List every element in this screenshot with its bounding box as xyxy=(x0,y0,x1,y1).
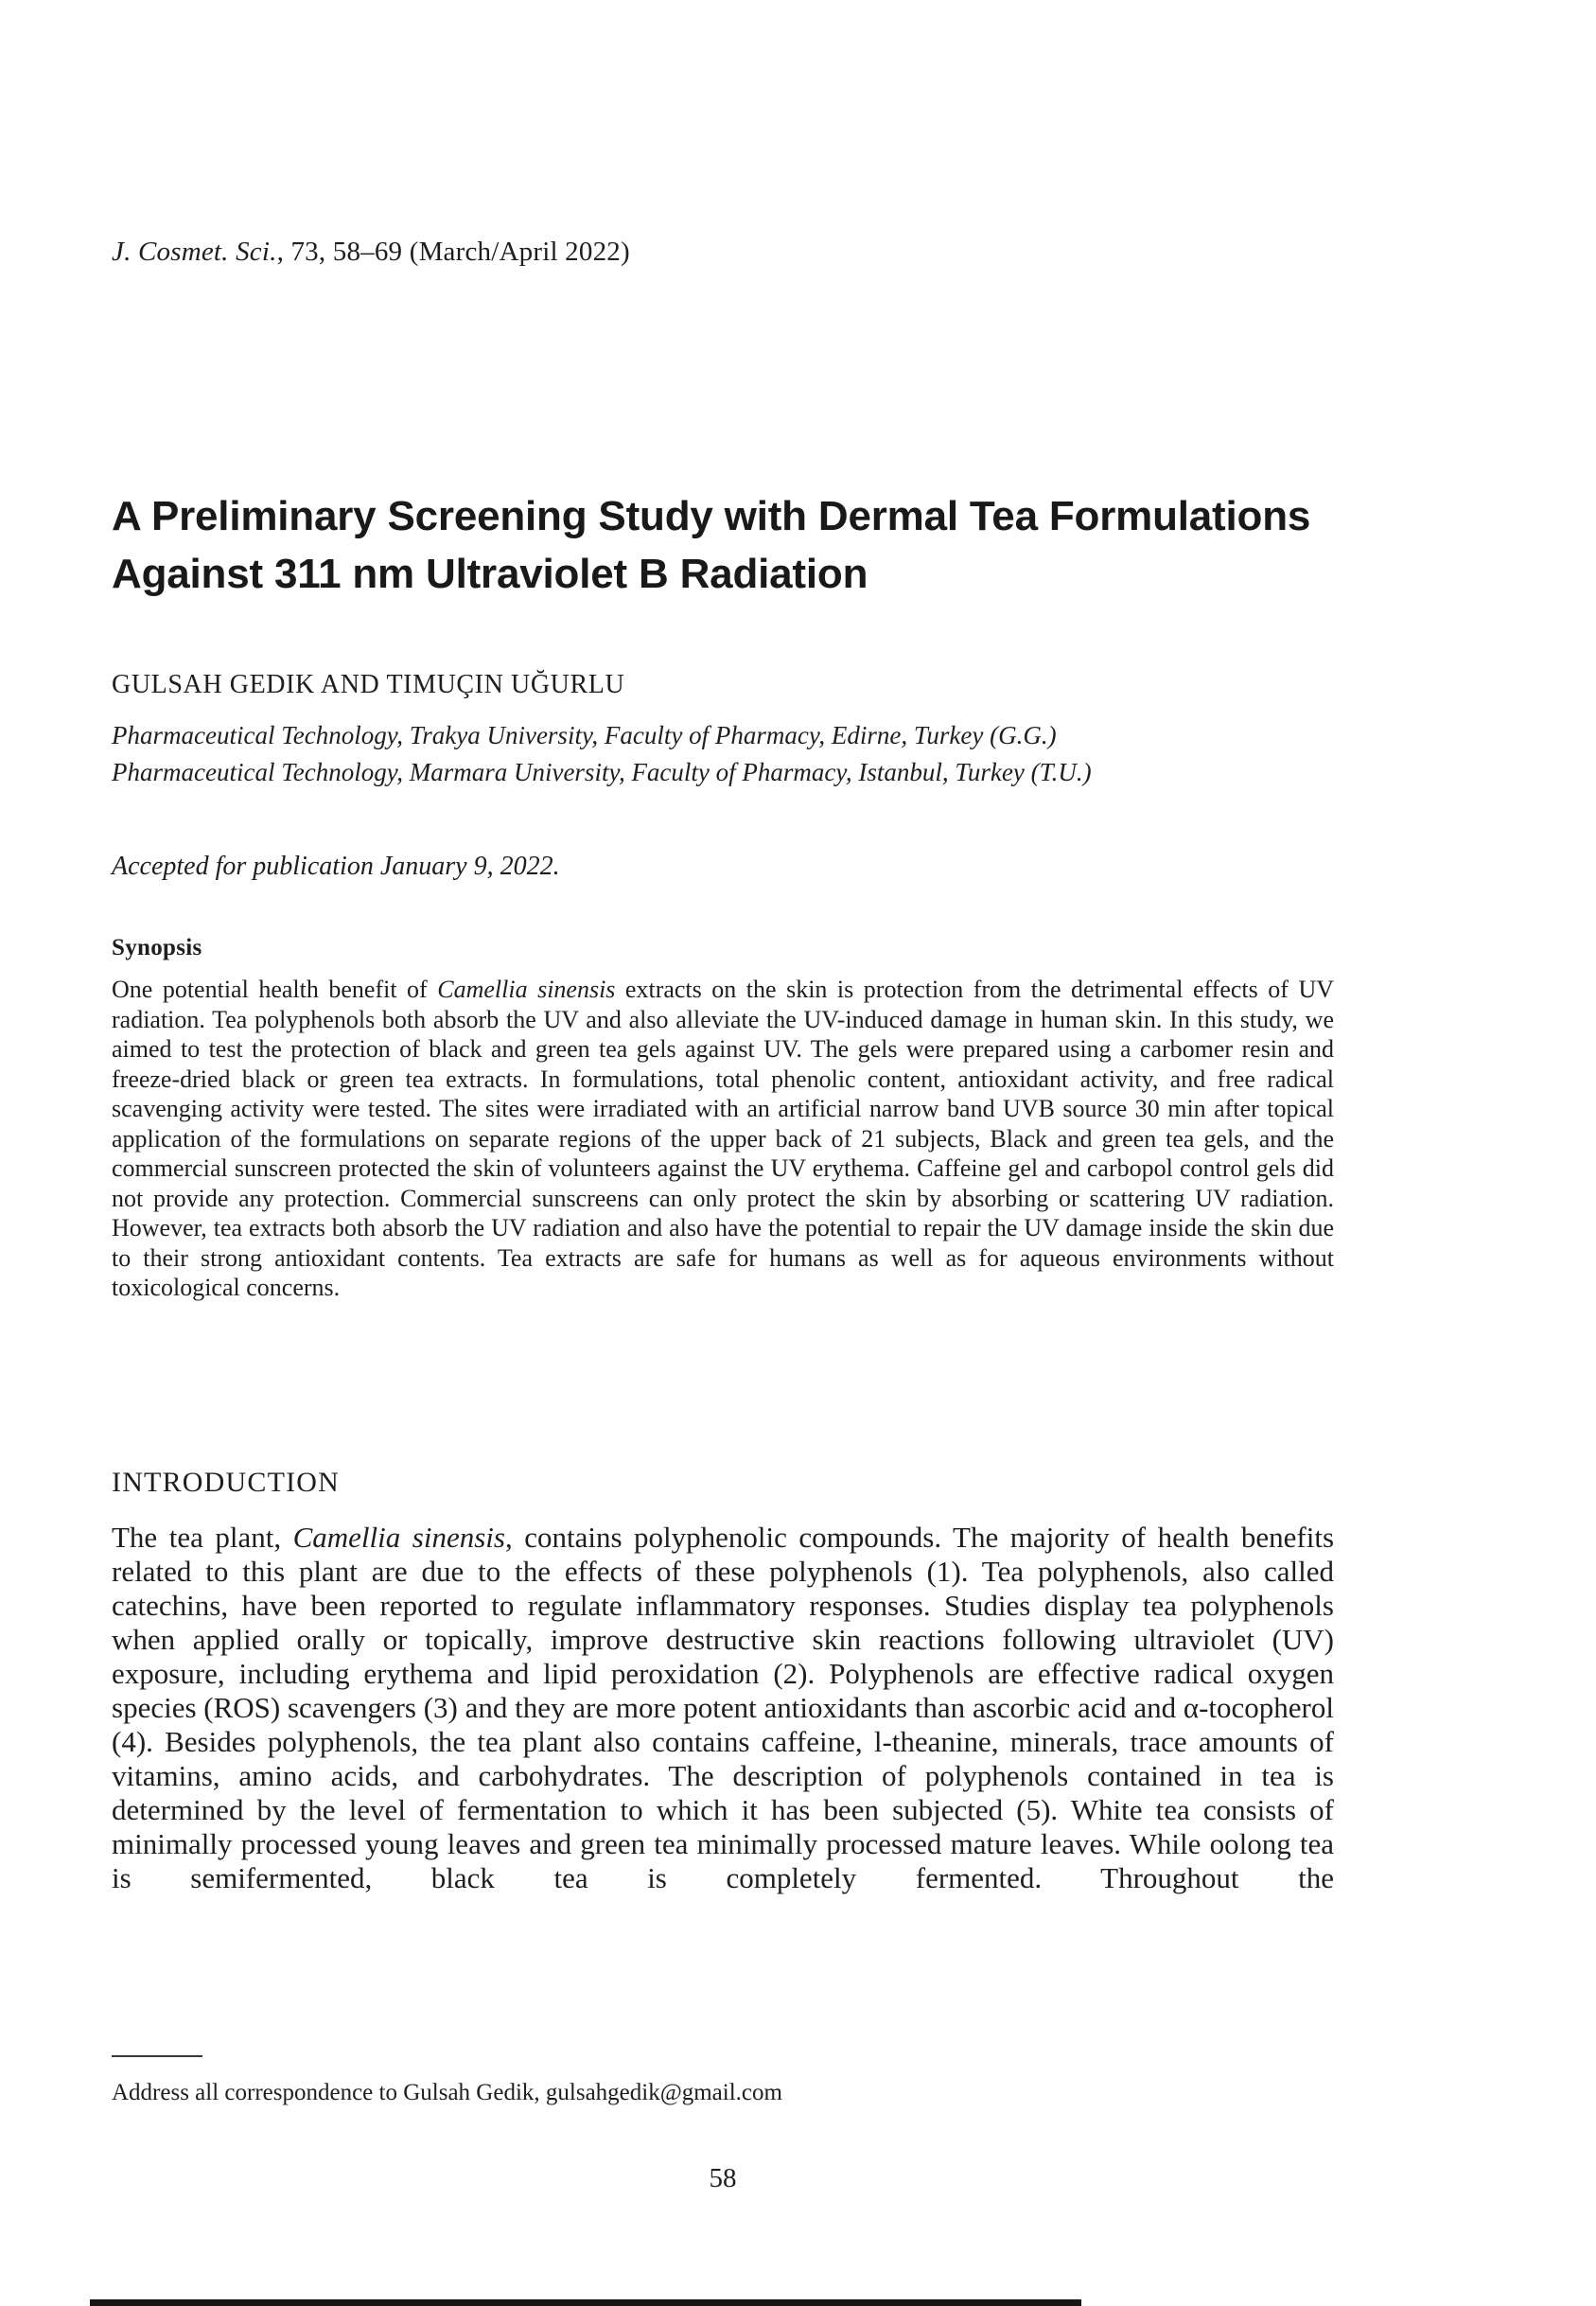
synopsis-heading: Synopsis xyxy=(112,935,202,960)
introduction-text: The tea plant, Camellia sinensis, contains polyphenolic compounds. The majority of health benefits related to this plant are due to the effects of these polyphenols (1). Tea polyphenols, also called catechins, have been reported to regulate inflammatory responses. Studies display tea polyphenols when applied orally or topically, improve destructive skin reactions following ultraviolet (UV) exposure, including erythema and lipid peroxidation (2). Polyphenols are effective radical oxygen species (ROS) scavengers (3) and they are more potent antioxidants than ascorbic acid and α-tocopherol (4). Besides polyphenols, the tea plant also contains caffeine, l-theanine, minerals, trace amounts of vitamins, amino acids, and carbohydrates. The description of polyphenols contained in tea is determined by the level of fermentation to which it has been subjected (5). White tea consists of minimally processed young leaves and green tea minimally processed mature leaves. While oolong tea is semifermented, black tea is completely fermented. Throughout the xyxy=(112,1521,1335,1894)
authors: GULSAH GEDIK AND TIMUÇIN UĞURLU xyxy=(112,670,625,699)
journal-citation: J. Cosmet. Sci., 73, 58–69 (March/April 2022) xyxy=(112,237,630,267)
footnote-rule xyxy=(112,2055,202,2057)
synopsis-text: One potential health benefit of Camellia sinensis extracts on the skin is protection from the detrimental effects of UV radiation. Tea polyphenols both absorb the UV and also alleviate the UV-induced damage in human skin. In this study, we aimed to test the protection of black and green tea gels against UV. The gels were prepared using a carbomer resin and freeze-dried black or green tea extracts. In formulations, total phenolic content, antioxidant activity, and free radical scavenging activity were tested. The sites were irradiated with an artificial narrow band UVB source 30 min after topical application of the formulations on separate regions of the upper back of 21 subjects, Black and green tea gels, and the commercial sunscreen protected the skin of volunteers against the UV erythema. Caffeine gel and carbopol control gels did not provide any protection. Commercial sunscreens can only protect the skin by absorbing or scattering UV radiation. However, tea extracts both absorb the UV radiation and also have the potential to repair the UV damage inside the skin due to their strong antioxidant contents. Tea extracts are safe for humans as well as for aqueous environments without toxicological concerns. xyxy=(112,976,1334,1301)
scan-artifact-bar xyxy=(90,2299,1081,2306)
footnote: Address all correspondence to Gulsah Gedik, gulsahgedik@gmail.com xyxy=(112,2080,782,2105)
page-number: 58 xyxy=(709,2163,737,2193)
accepted-date: Accepted for publication January 9, 2022. xyxy=(112,852,560,881)
article-title: A Preliminary Screening Study with Dermal Tea Formulations Against 311 nm Ultraviolet B Radiation xyxy=(112,493,1311,597)
affiliation-2: Pharmaceutical Technology, Marmara University, Faculty of Pharmacy, Istanbul, Turkey (T.U.) xyxy=(112,758,1092,786)
affiliation-1: Pharmaceutical Technology, Trakya University, Faculty of Pharmacy, Edirne, Turkey (G.G.) xyxy=(112,721,1057,749)
introduction-heading: INTRODUCTION xyxy=(112,1467,341,1498)
